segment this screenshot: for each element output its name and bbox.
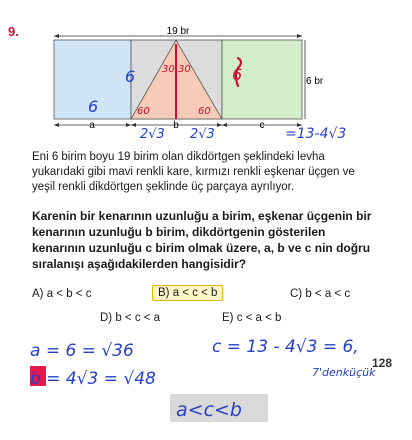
hw-six-right: 6 [232, 65, 243, 84]
paragraph: Eni 6 birim boyu 19 birim olan dikdörtgen şeklindeki levha yukarıdaki gibi mavi renkli kare, kırmızı renkli eşkenar üçgen ve yeşil renkli dikdörtgen şeklinde üç parçaya ayrılıyor. [32, 151, 355, 193]
question-prompt: Karenin bir kenarının uzunluğu a birim, eşkenar üçgenin bir kenarının uzunluğu b birim, dikdörtgenin gösterilen kenarının uzunluğu c birim olmak üzere, a, b ve c nin doğru sıralanışı aşağıdakilerden hangisidir? [32, 209, 372, 271]
c-label: c [259, 120, 265, 131]
hw-half-left: 2√3 [140, 127, 165, 142]
hw-half-right: 2√3 [190, 127, 215, 142]
right-label: 6 br [306, 76, 324, 87]
option-c[interactable]: C) b < a < c [290, 288, 351, 300]
hw-answer: a<c<b [176, 399, 242, 421]
hw-angle-30-left: 30 [162, 64, 175, 75]
b-label: b [173, 120, 179, 131]
hw-six-left: 6 [125, 67, 136, 86]
hw-angle-60-left: 60 [137, 106, 150, 117]
a-label: a [89, 120, 95, 131]
page-number: 128 [372, 356, 393, 370]
hw-line-b: b = 4√3 = √48 [30, 369, 156, 389]
hw-angle-60-right: 60 [198, 106, 211, 117]
hw-line-c-note: 7'denküçük [312, 366, 376, 379]
hw-line-a: a = 6 = √36 [30, 341, 134, 361]
top-label: 19 br [166, 26, 190, 37]
hw-angle-30-right: 30 [178, 64, 191, 75]
hw-line-c: c = 13 - 4√3 = 6, [212, 337, 359, 357]
hw-six-square: 6 [88, 97, 99, 116]
option-e[interactable]: E) c < a < b [222, 312, 282, 324]
option-d[interactable]: D) b < c < a [100, 312, 161, 324]
option-a[interactable]: A) a < b < c [32, 288, 92, 300]
hw-c-expression: =13-4√3 [285, 126, 347, 142]
option-b[interactable]: B) a < c < b [152, 285, 223, 301]
question-number: 9. [8, 24, 19, 39]
